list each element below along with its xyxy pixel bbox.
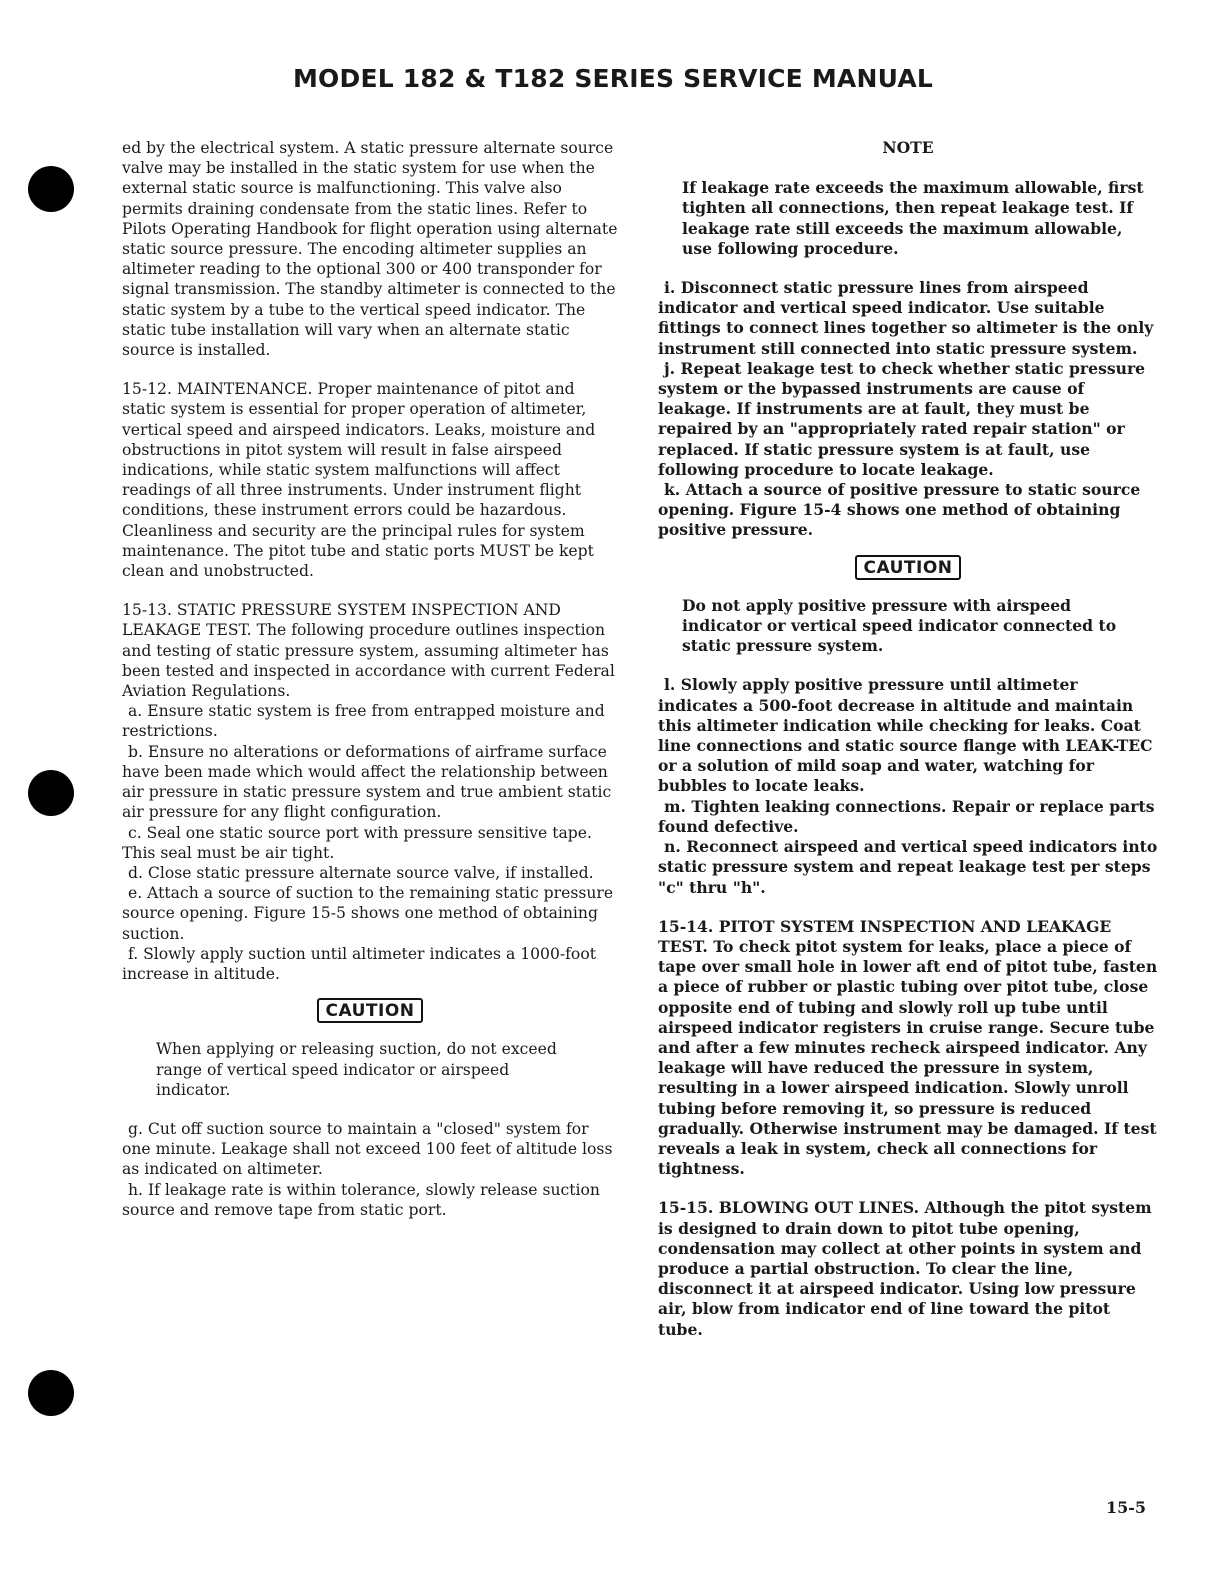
step-h: h. If leakage rate is within tolerance, slowly release suction source and remove tape from static port. bbox=[122, 1180, 600, 1219]
step-e: e. Attach a source of suction to the remaining static pressure source opening. Figure 15-5 shows one method of obtaining suction. bbox=[122, 884, 614, 943]
caution-text: Do not apply positive pressure with airspeed indicator or vertical speed indicator connected to static pressure system. bbox=[682, 595, 1117, 656]
step-l: l. Slowly apply positive pressure until altimeter indicates a 500-foot decrease in altitude and maintain this altimeter indication while checking for leaks. Coat line connections and static source flange with LEAK-TEC or a solution of mild soap and water, watching for bubbles to locate leaks. bbox=[658, 675, 1153, 796]
note-label: NOTE bbox=[882, 138, 934, 157]
step-n: n. Reconnect airspeed and vertical speed indicators into static pressure system and repeat leakage test per steps "c" thru "h". bbox=[658, 837, 1158, 897]
caution-block-left bbox=[122, 998, 618, 1023]
maintenance-text: Proper maintenance of pitot and static system is essential for proper operation of altimeter, vertical speed and airspeed indicators. Leaks, moisture and obstructions in pitot system will result in false airspeed indications, while static system malfunctions will affect readings of all three instruments. Under instrument flight conditions, these instrument errors could be hazardous. Cleanliness and security are the principal rules for system maintenance. The pitot tube and static ports MUST be kept clean and unobstructed. bbox=[122, 380, 596, 581]
step-m: m. Tighten leaking connections. Repair or replace parts found defective. bbox=[658, 796, 1155, 836]
step-j: j. Repeat leakage test to check whether static pressure system or the bypassed instruments are cause of leakage. If instruments are at fault, they must be repaired by an "appropriately rated repair station" or replaced. If static pressure system is at fault, use following procedure to locate leakage. bbox=[658, 358, 1146, 479]
step-i: i. Disconnect static pressure lines from airspeed indicator and vertical speed indicator. Use suitable fittings to connect lines together so altimeter is the only instrument still connected into static pressure system. bbox=[658, 278, 1154, 358]
blowing-out-text: Although the pitot system is designed to drain down to pitot tube opening, condensation may collect at other points in system and produce a partial obstruction. To clear the line, disconnect it at airspeed indicator. Using low pressure air, blow from indicator end of line toward the pitot tube. bbox=[658, 1198, 1152, 1339]
caution-text: When applying or releasing suction, do not exceed range of vertical speed indicator or airspeed indicator. bbox=[156, 1040, 557, 1099]
right-column bbox=[658, 138, 1158, 1340]
step-b: b. Ensure no alterations or deformations of airframe surface have been made which would affect the relationship between air pressure in static pressure system and true ambient static air pressure for any flight configuration. bbox=[122, 742, 612, 822]
binder-hole-middle bbox=[28, 770, 74, 816]
page-number: 15-5 bbox=[1105, 1498, 1146, 1517]
static-test-heading: 15-13. STATIC PRESSURE SYSTEM INSPECTION AND LEAKAGE TEST. bbox=[122, 601, 561, 640]
step-f: f. Slowly apply suction until altimeter indicates a 1000-foot increase in altitude. bbox=[122, 944, 596, 983]
intro-paragraph: ed by the electrical system. A static pressure alternate source valve may be installed in the static system for use when the external static source is malfunctioning. This valve also permits draining condensate from the static lines. Refer to Pilots Operating Handbook for flight operation using alternate static source pressure. The encoding altimeter supplies an altimeter reading to the optional 300 or 400 transponder for signal transmission. The standby altimeter is connected to the static system by a tube to the vertical speed indicator. The static tube installation will vary when an alternate static source is installed. bbox=[122, 139, 618, 360]
maintenance-paragraph bbox=[122, 379, 618, 581]
caution-label: CAUTION bbox=[855, 555, 960, 580]
left-column bbox=[122, 138, 618, 1220]
static-test-text: The following procedure outlines inspection and testing of static pressure system, assuming altimeter has been tested and inspected in accordance with current Federal Aviation Regulations. bbox=[122, 621, 615, 701]
binder-hole-top bbox=[28, 166, 74, 212]
step-g: g. Cut off suction source to maintain a "closed" system for one minute. Leakage shall not exceed 100 feet of altitude loss as indicated on altimeter. bbox=[122, 1119, 613, 1179]
pitot-test-text: To check pitot system for leaks, place a piece of tape over small hole in lower aft end of pitot tube, fasten a piece of rubber or plastic tubing over pitot tube, close opposite end of tubing and slowly roll up tube until airspeed indicator registers in cruise range. Secure tube and after a few minutes recheck airspeed indicator. Any leakage will have reduced the pressure in system, resulting in a lower airspeed indication. Slowly unroll tubing before removing it, so pressure is reduced gradually. Otherwise instrument may be damaged. If test reveals a leak in system, check all connections for tightness. bbox=[658, 936, 1158, 1179]
step-c: c. Seal one static source port with pressure sensitive tape. This seal must be air tight. bbox=[122, 823, 592, 862]
maintenance-heading: 15-12. MAINTENANCE. bbox=[122, 380, 313, 399]
static-test-paragraph bbox=[122, 600, 618, 701]
pitot-test-heading: 15-14. PITOT SYSTEM INSPECTION AND LEAKAGE TEST. bbox=[658, 916, 1112, 956]
caution-block-right bbox=[658, 555, 1158, 580]
page-title: MODEL 182 & T182 SERIES SERVICE MANUAL bbox=[292, 64, 934, 93]
binder-hole-bottom bbox=[28, 1370, 74, 1416]
step-d: d. Close static pressure alternate source valve, if installed. bbox=[128, 863, 594, 882]
caution-label: CAUTION bbox=[317, 998, 422, 1023]
blowing-out-heading: 15-15. BLOWING OUT LINES. bbox=[658, 1198, 920, 1218]
step-a: a. Ensure static system is free from entrapped moisture and restrictions. bbox=[122, 702, 605, 741]
note-text: If leakage rate exceeds the maximum allowable, first tighten all connections, then repeat leakage test. If leakage rate still exceeds the maximum allowable, use following procedure. bbox=[682, 178, 1144, 258]
pitot-test-paragraph bbox=[658, 917, 1158, 1180]
step-k: k. Attach a source of positive pressure to static source opening. Figure 15-4 shows one method of obtaining positive pressure. bbox=[658, 480, 1141, 540]
blowing-out-paragraph bbox=[658, 1198, 1158, 1339]
